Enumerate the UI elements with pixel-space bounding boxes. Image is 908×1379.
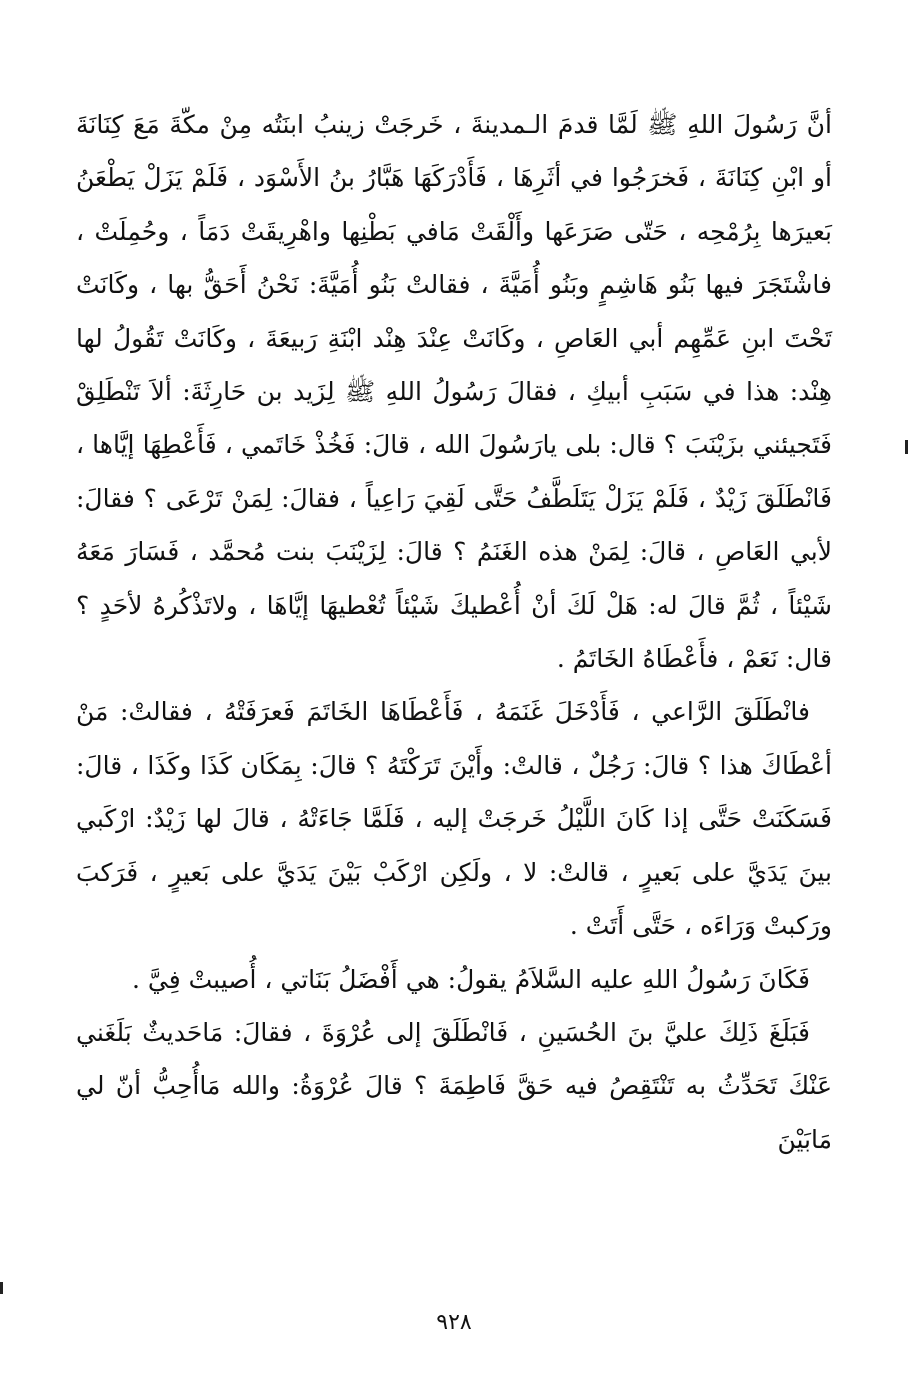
page-body xyxy=(76,98,832,1166)
page-number: ٩٢٨ xyxy=(436,1310,472,1335)
paragraph-4: فَبَلَغَ ذَلِكَ عليَّ بنَ الحُسَينِ ، فَانْطَلَقَ إلى عُرْوَةَ ، فقالَ: مَاحَديثٌ بَلَغَني عَنْكَ تَحَدِّثُ به تَنْتَقِصُ فيه حَقَّ فَاطِمَةَ ؟ قالَ عُرْوَةُ: والله مَاأُحِبُّ أنّ لي مَابَيْنَ xyxy=(76,1017,832,1154)
paragraph-1: أنَّ رَسُولَ اللهِ ﷺ لَمَّا قدمَ الـمدينةَ ، خَرجَتْ زينبُ ابنَتُه مِنْ مكّةَ مَعَ كِنَانَةَ أو ابْنِ كِنَانَةَ ، فَخرَجُوا في أثَرِهَا ، فَأَدْرَكَهَا هَبَّارُ بنُ الأَسْوَد ، فَلَمْ يَزَلْ يَطْعَنُ بَعيرَها بِرُمْحِه ، حَتّى صَرَعَها وأَلْقَتْ مَافي بَطْنِها واهْرِيقَتْ دَمَاً ، وحُمِلَتْ ، فاشْتَجَرَ فيها بَنُو هَاشِمٍ وبَنُو أُمَيَّةَ ، فقالتْ بَنُو أُمَيَّةَ: نَحْنُ أَحَقُّ بها ، وكَانَتْ تَحْتَ ابنِ عَمِّهِم أبي العَاصِ ، وكَانَتْ عِنْدَ هِنْد ابْنَةِ رَبيعَةَ ، وكَانَتْ تَقُولُ لها هِنْد: هذا في سَبَبِ أبيكِ ، فقالَ رَسُولُ اللهِ ﷺ لِزَيد بن حَارِثَةَ: ألاَ تَنْطَلِقْ فَتَجيئني بزَيْنَبَ ؟ قال: بلى يارَسُولَ الله ، قالَ: فَخُذْ خَاتَمي ، فَأَعْطِهَا إيَّاها ، فَانْطَلَقَ زَيْدٌ ، فَلَمْ يَزَلْ يَتَلَطَّفُ حَتَّى لَقِيَ رَاعِياً ، فقالَ: لِمَنْ تَرْعَى ؟ فقالَ: لأبي العَاصِ ، قالَ: لِمَنْ هذه الغَنَمُ ؟ قالَ: لِزَيْنَبَ بنت مُحمَّد ، فَسَارَ مَعَهُ شَيْئاً ، ثُمَّ قالَ له: هَلْ لَكَ أنْ أُعْطيكَ شَيْئاً تُعْطيهَا إيَّاهَا ، ولاتَذْكُرهُ لأحَدٍ ؟ قال: نَعَمْ ، فأَعْطَاهُ الخَاتَمُ . xyxy=(76,110,832,674)
paragraph-3: فَكَانَ رَسُولُ اللهِ عليه السَّلاَمُ يقولُ: هي أَفْضَلُ بَنَاتي ، أُصيبتْ فِيَّ . xyxy=(131,964,810,994)
paragraph-2: فانْطَلَقَ الرَّاعي ، فَأَدْخَلَ غَنَمَهُ ، فَأَعْطَاهَا الخَاتَمَ فَعرَفَتْهُ ، فقالتْ: مَنْ أعْطَاكَ هذا ؟ قالَ: رَجُلٌ ، قالتْ: وأَيْنَ تَرَكْتَهُ ؟ قالَ: بِمَكَان كَذَا وكَذَا ، قالَ: فَسَكَنَتْ حَتَّى إذا كَانَ اللَّيْلُ خَرجَتْ إليه ، فَلَمَّا جَاءَتْهُ ، قالَ لها زَيْدٌ: ارْكَبي بينَ يَدَيَّ على بَعيرٍ ، قالتْ: لا ، ولَكِن ارْكَبْ بَيْنَ يَدَيَّ على بَعيرٍ ، فَرَكبَ ورَكبتْ وَرَاءَه ، حَتَّى أَتَتْ . xyxy=(76,697,832,941)
margin-mark xyxy=(0,1282,3,1294)
